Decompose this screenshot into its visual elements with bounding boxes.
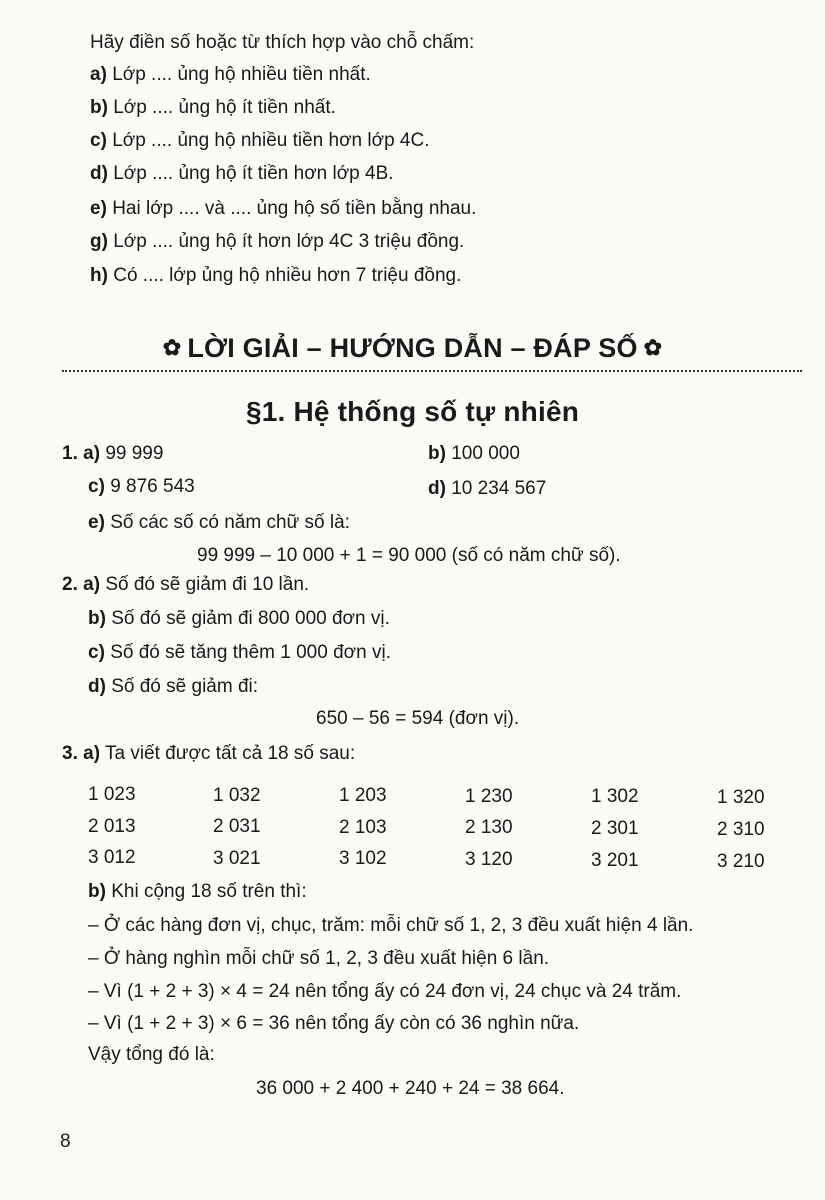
flower-icon: ✿ — [162, 335, 182, 360]
ex2-d — [88, 675, 258, 699]
ex1-e — [88, 511, 350, 535]
item-text: Lớp .... ủng hộ ít hơn lớp 4C 3 triệu đồng. — [113, 231, 465, 252]
item-label: d) — [88, 676, 106, 697]
ex3-bullet: – Vì (1 + 2 + 3) × 4 = 24 nên tổng ấy có 24 đơn vị, 24 chục và 24 trăm. — [88, 981, 682, 1002]
ex1-d — [428, 477, 546, 501]
grid-number: 2 103 — [339, 817, 387, 838]
item-label: d) — [428, 478, 446, 499]
ex1-b — [428, 442, 520, 466]
answer-text: Số đó sẽ giảm đi 10 lần. — [105, 574, 310, 595]
intro-item-c — [90, 129, 430, 153]
item-label: c) — [90, 130, 107, 151]
item-label: a) — [83, 743, 101, 764]
ex2-formula: 650 – 56 = 594 (đơn vị). — [316, 708, 520, 729]
grid-number: 3 120 — [465, 849, 513, 870]
grid-number: 1 302 — [591, 786, 639, 807]
item-text: Có .... lớp ủng hộ nhiều hơn 7 triệu đồng. — [113, 265, 462, 286]
answer-text: Số đó sẽ giảm đi: — [111, 676, 259, 697]
ex1-a — [62, 442, 163, 466]
grid-number: 2 301 — [591, 818, 639, 839]
grid-number: 2 031 — [213, 816, 261, 837]
answer-text: Ta viết được tất cả 18 số sau: — [104, 743, 356, 764]
item-text: Hai lớp .... và .... ủng hộ số tiền bằng nhau. — [112, 198, 477, 219]
grid-number: 2 013 — [88, 816, 136, 837]
answer-text: Số đó sẽ tăng thêm 1 000 đơn vị. — [110, 642, 391, 663]
page-number: 8 — [60, 1131, 71, 1152]
item-text: Lớp .... ủng hộ ít tiền hơn lớp 4B. — [113, 163, 394, 184]
item-label: e) — [90, 198, 107, 219]
exercise-number: 1. — [62, 443, 78, 464]
item-label: b) — [428, 443, 446, 464]
answer-text: 10 234 567 — [451, 478, 547, 499]
intro-item-h — [90, 264, 461, 288]
grid-number: 3 210 — [717, 851, 765, 872]
grid-number: 3 012 — [88, 847, 136, 868]
ex3-conclusion: Vậy tổng đó là: — [88, 1044, 215, 1065]
grid-number: 1 032 — [213, 785, 261, 806]
item-text: Lớp .... ủng hộ nhiều tiền hơn lớp 4C. — [112, 130, 430, 151]
grid-number: 1 203 — [339, 785, 387, 806]
answer-text: 9 876 543 — [110, 476, 195, 497]
ex3-bullet: – Vì (1 + 2 + 3) × 6 = 36 nên tổng ấy còn có 36 nghìn nữa. — [88, 1013, 580, 1034]
dotted-divider — [62, 370, 802, 372]
item-text: Lớp .... ủng hộ nhiều tiền nhất. — [112, 64, 371, 85]
item-label: b) — [88, 881, 106, 902]
item-label: c) — [88, 642, 105, 663]
ex3-bullet: – Ở các hàng đơn vị, chục, trăm: mỗi chữ số 1, 2, 3 đều xuất hiện 4 lần. — [88, 915, 694, 936]
ex3-bullet: – Ở hàng nghìn mỗi chữ số 1, 2, 3 đều xuất hiện 6 lần. — [88, 948, 550, 969]
ex2-b — [88, 607, 390, 631]
grid-number: 3 021 — [213, 848, 261, 869]
flower-icon: ✿ — [643, 335, 663, 360]
item-label: g) — [90, 231, 108, 252]
intro-prompt: Hãy điền số hoặc từ thích hợp vào chỗ chấm: — [90, 32, 475, 53]
answer-text: Số đó sẽ giảm đi 800 000 đơn vị. — [111, 608, 390, 629]
grid-number: 1 230 — [465, 786, 513, 807]
grid-number: 2 130 — [465, 817, 513, 838]
intro-item-b — [90, 96, 336, 120]
intro-item-e — [90, 197, 476, 221]
answer-text: Số các số có năm chữ số là: — [110, 512, 350, 533]
intro-item-d — [90, 162, 394, 186]
ex3-b — [88, 880, 307, 904]
intro-item-a — [90, 63, 371, 87]
item-label: a) — [83, 574, 101, 595]
solutions-heading-text: LỜI GIẢI – HƯỚNG DẪN – ĐÁP SỐ — [187, 333, 638, 363]
grid-number: 1 023 — [88, 784, 136, 805]
ex3-a — [62, 742, 355, 766]
item-label: a) — [83, 443, 101, 464]
ex1-formula: 99 999 – 10 000 + 1 = 90 000 (số có năm chữ số). — [197, 545, 621, 566]
item-label: h) — [90, 265, 108, 286]
ex2-c — [88, 641, 391, 665]
answer-text: 100 000 — [451, 443, 520, 464]
item-label: e) — [88, 512, 105, 533]
ex2-a — [62, 573, 309, 597]
item-label: d) — [90, 163, 108, 184]
grid-number: 3 102 — [339, 848, 387, 869]
answer-text: 99 999 — [105, 443, 164, 464]
exercise-number: 2. — [62, 574, 78, 595]
item-label: b) — [88, 608, 106, 629]
item-label: c) — [88, 476, 105, 497]
answer-text: Khi cộng 18 số trên thì: — [111, 881, 307, 902]
intro-item-g — [90, 230, 464, 254]
grid-number: 3 201 — [591, 850, 639, 871]
section-title: §1. Hệ thống số tự nhiên — [245, 396, 580, 427]
item-label: b) — [90, 97, 108, 118]
item-text: Lớp .... ủng hộ ít tiền nhất. — [113, 97, 336, 118]
exercise-number: 3. — [62, 743, 78, 764]
item-label: a) — [90, 64, 107, 85]
grid-number: 2 310 — [717, 819, 765, 840]
solutions-heading — [0, 333, 825, 364]
grid-number: 1 320 — [717, 787, 765, 808]
ex3-final-formula: 36 000 + 2 400 + 240 + 24 = 38 664. — [256, 1078, 565, 1099]
ex1-c — [88, 475, 195, 499]
